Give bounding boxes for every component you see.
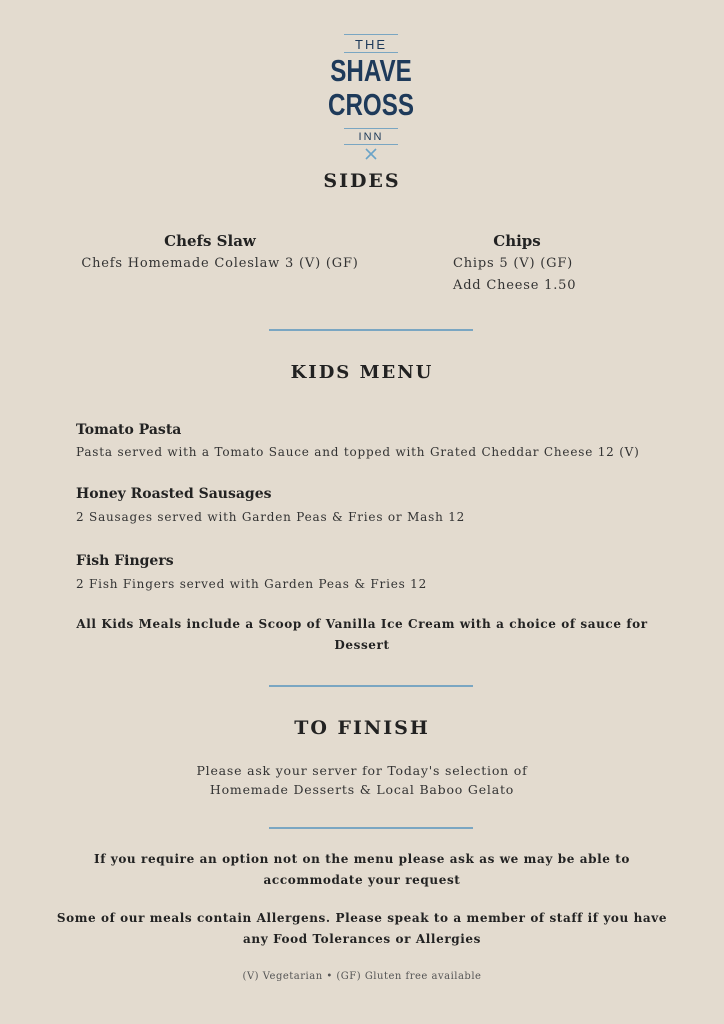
dietary-key-footer: (V) Vegetarian • (GF) Gluten free available — [242, 971, 482, 982]
option-notice-line2: accommodate your request — [263, 873, 461, 887]
chips-title: Chips — [493, 232, 541, 250]
divider — [269, 685, 473, 687]
finish-line2: Homemade Desserts & Local Baboo Gelato — [209, 782, 515, 797]
kids-menu-heading: KIDS MENU — [290, 362, 434, 383]
kids-item-desc: 2 Fish Fingers served with Garden Peas & Fries 12 — [76, 577, 428, 591]
divider — [269, 827, 473, 829]
logo — [306, 28, 436, 166]
logo-the: THE — [355, 37, 387, 52]
chips-desc: Chips 5 (V) (GF) — [453, 256, 574, 271]
kids-item-desc: Pasta served with a Tomato Sauce and topped with Grated Cheddar Cheese 12 (V) — [76, 445, 640, 459]
chefs-slaw-title: Chefs Slaw — [164, 232, 256, 250]
finish-line1: Please ask your server for Today's selection of — [196, 763, 528, 778]
logo-cross: CROSS — [328, 87, 414, 122]
crossed-cutlery-icon — [364, 147, 378, 161]
sides-heading: SIDES — [323, 170, 401, 192]
allergen-notice-line1: Some of our meals contain Allergens. Please speak to a member of staff if you have — [56, 911, 668, 925]
allergen-notice-line2: any Food Tolerances or Allergies — [243, 932, 481, 946]
kids-item-title: Fish Fingers — [76, 553, 174, 569]
to-finish-heading: TO FINISH — [294, 717, 430, 739]
kids-note-line2: Dessert — [334, 638, 390, 652]
chips-add-cheese: Add Cheese 1.50 — [453, 278, 577, 293]
kids-item-title: Tomato Pasta — [76, 422, 182, 438]
kids-note-line1: All Kids Meals include a Scoop of Vanilla Ice Cream with a choice of sauce for — [76, 617, 648, 631]
logo-inn: INN — [358, 131, 384, 143]
divider — [269, 329, 473, 331]
kids-item-title: Honey Roasted Sausages — [76, 486, 272, 502]
logo-shave: SHAVE — [330, 53, 412, 88]
option-notice-line1: If you require an option not on the menu please ask as we may be able to — [94, 852, 630, 866]
chefs-slaw-desc: Chefs Homemade Coleslaw 3 (V) (GF) — [81, 256, 359, 271]
kids-item-desc: 2 Sausages served with Garden Peas & Fries or Mash 12 — [76, 510, 466, 524]
